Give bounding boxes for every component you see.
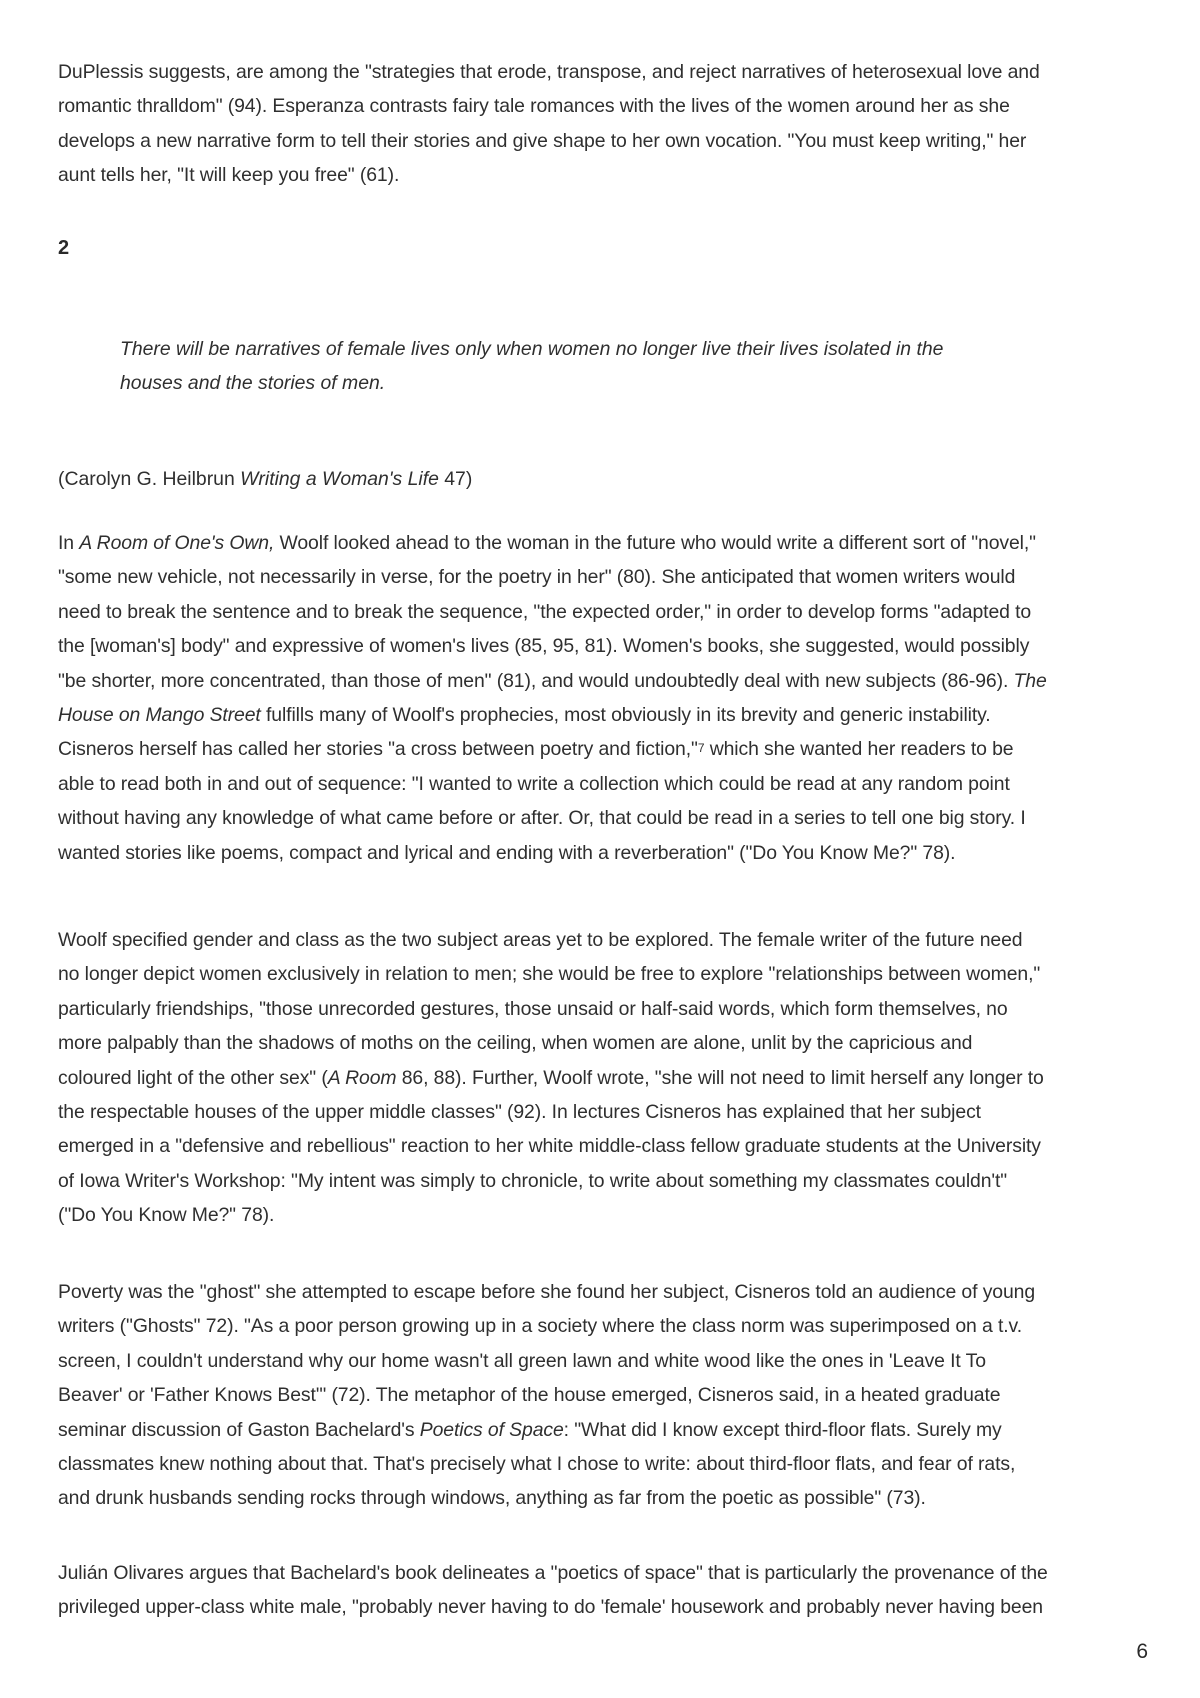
attribution-author: (Carolyn G. Heilbrun	[58, 468, 241, 490]
epigraph-quote	[120, 332, 1080, 401]
epigraph-attribution	[58, 462, 472, 496]
section-number: 2	[58, 237, 70, 259]
text-line: privileged upper-class white male, "probably never having to do 'female' housework and probably never having been	[58, 1596, 1043, 1619]
text-line	[58, 1413, 1150, 1447]
text-line: aunt tells her, "It will keep you free" (61).	[58, 164, 400, 187]
text-segment: coloured light of the other sex" (	[58, 1066, 328, 1089]
text-line: romantic thralldom" (94). Esperanza contrasts fairy tale romances with the lives of the women around her as she	[58, 95, 1010, 118]
attribution-page: 47)	[438, 468, 473, 490]
text-line: DuPlessis suggests, are among the "strategies that erode, transpose, and reject narratives of heterosexual love and	[58, 61, 1040, 83]
text-segment: Woolf looked ahead to the woman in the future who would write a different sort of "novel,"	[274, 532, 1036, 554]
attribution-title: Writing a Woman's Life	[240, 468, 439, 490]
paragraph-room-of-ones-own	[58, 526, 1150, 870]
text-line: develops a new narrative form to tell their stories and give shape to her own vocation. "You must keep writing," her	[58, 129, 1027, 152]
text-line	[58, 664, 1150, 698]
text-line: There will be narratives of female lives only when women no longer live their lives isolated in the	[120, 338, 944, 360]
text-line: Woolf specified gender and class as the two subject areas yet to be explored. The female writer of the future need	[58, 929, 1023, 951]
text-line	[58, 1061, 1150, 1095]
text-line: emerged in a "defensive and rebellious" reaction to her white middle-class fellow graduate students at the University	[58, 1135, 1041, 1158]
text-line: the [woman's] body" and expressive of women's lives (85, 95, 81). Women's books, she suggested, would possibly	[58, 635, 1030, 658]
book-title: The	[1013, 669, 1047, 692]
text-line: no longer depict women exclusively in relation to men; she would be free to explore "relationships between women,"	[58, 963, 1041, 986]
text-line: without having any knowledge of what came before or after. Or, that could be read in a series to tell one big story. I	[58, 807, 1026, 830]
text-segment: In	[58, 532, 80, 554]
text-line: able to read both in and out of sequence: "I wanted to write a collection which could be read at any random point	[58, 772, 1010, 795]
book-title: A Room	[327, 1066, 397, 1089]
text-line: of Iowa Writer's Workshop: "My intent was simply to chronicle, to write about something my classmates couldn't"	[58, 1169, 1008, 1192]
text-line: ("Do You Know Me?" 78).	[58, 1204, 275, 1227]
text-line: wanted stories like poems, compact and lyrical and ending with a reverberation" ("Do You Know Me?" 78).	[58, 841, 956, 864]
text-line	[58, 732, 1150, 766]
book-title: Poetics of Space	[419, 1418, 564, 1441]
paragraph-duplessis	[58, 55, 1150, 193]
text-line: need to break the sentence and to break the sequence, "the expected order," in order to develop forms "adapted to	[58, 600, 1032, 623]
page-number: 6	[1136, 1640, 1148, 1663]
text-line: classmates knew nothing about that. That's precisely what I chose to write: about third-floor flats, and fear of rats,	[58, 1452, 1016, 1475]
text-line: the respectable houses of the upper middle classes" (92). In lectures Cisneros has explained that her subject	[58, 1100, 981, 1123]
book-title: House on Mango Street	[58, 703, 261, 726]
text-segment: "be shorter, more concentrated, than those of men" (81), and would undoubtedly deal with new subjects (86-96).	[58, 669, 1014, 692]
book-title: A Room of One's Own,	[79, 532, 275, 554]
text-segment: which she wanted her readers to be	[704, 738, 1014, 761]
text-line: and drunk husbands sending rocks through windows, anything as far from the poetic as possible" (73).	[58, 1487, 926, 1510]
text-line: houses and the stories of men.	[120, 372, 386, 395]
text-segment: fulfills many of Woolf's prophecies, most obviously in its brevity and generic instability.	[260, 703, 991, 726]
footnote-marker[interactable]: 7	[697, 741, 705, 756]
text-line: more palpably than the shadows of moths on the ceiling, when women are alone, unlit by the capricious and	[58, 1032, 973, 1055]
text-line	[58, 698, 1150, 732]
text-line: screen, I couldn't understand why our home wasn't all green lawn and white wood like the ones in 'Leave It To	[58, 1349, 986, 1372]
text-line: Julián Olivares argues that Bachelard's book delineates a "poetics of space" that is particularly the provenance of the	[58, 1562, 1048, 1584]
text-segment: 86, 88). Further, Woolf wrote, "she will not need to limit herself any longer to	[396, 1066, 1044, 1089]
text-line: writers ("Ghosts" 72). "As a poor person growing up in a society where the class norm was superimposed on a t.v.	[58, 1315, 1022, 1338]
paragraph-poverty-ghost	[58, 1275, 1150, 1516]
text-line: "some new vehicle, not necessarily in verse, for the poetry in her" (80). She anticipated that women writers would	[58, 566, 1016, 589]
text-segment: : "What did I know except third-floor flats. Surely my	[563, 1418, 1002, 1441]
paragraph-olivares	[58, 1556, 1150, 1625]
text-line: Poverty was the "ghost" she attempted to escape before she found her subject, Cisneros told an audience of young	[58, 1281, 1036, 1303]
paragraph-woolf-gender-class	[58, 923, 1150, 1233]
text-line: Beaver' or 'Father Knows Best'" (72). The metaphor of the house emerged, Cisneros said, in a heated graduate	[58, 1384, 1001, 1407]
text-line: particularly friendships, "those unrecorded gestures, those unsaid or half-said words, which form themselves, no	[58, 997, 1008, 1020]
text-segment: Cisneros herself has called her stories "a cross between poetry and fiction,"	[58, 738, 698, 761]
text-segment: seminar discussion of Gaston Bachelard's	[58, 1418, 420, 1441]
text-line	[58, 526, 1150, 560]
